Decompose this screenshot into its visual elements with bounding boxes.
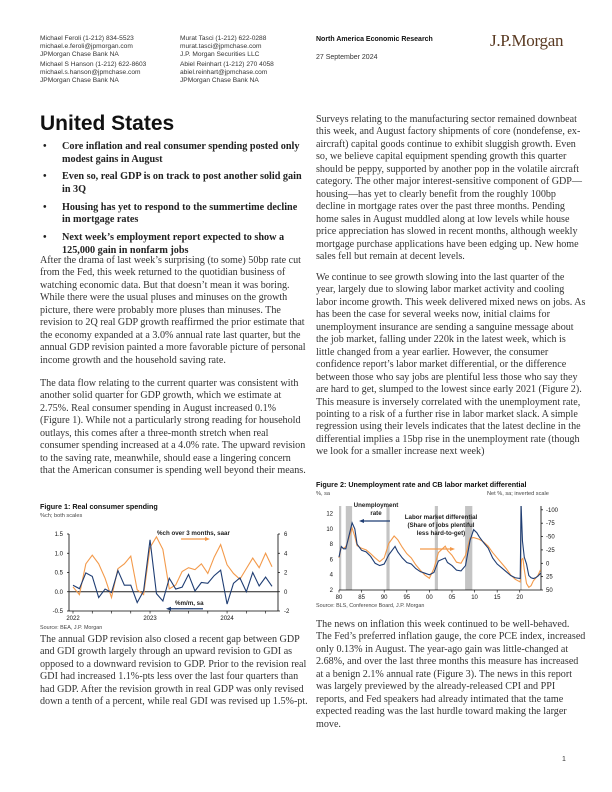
body-paragraph: The data flow relating to the current quarter was consistent with another solid quarter for GDP growth, which we estimate at 2.75%. Real consumer spending in August increased 0.1% (Figure 1). While not a particularly strong reading for household outlays, this comes after a three-month stretch when real consumer spending increased at a 4.0% rate. The upward revision to the saving rate, meanwhile, should ease a lingering concern that the American consumer is spending well beyond their means.	[40, 378, 306, 477]
y-left-tick-label: 1.0	[54, 551, 63, 558]
bullet-icon: •	[43, 141, 47, 152]
series-3m-saar-line	[73, 537, 272, 598]
figure-2-chart	[312, 498, 584, 602]
unemployment-label-line1: Unemployment	[353, 502, 399, 509]
x-tick-label: 2022	[66, 616, 80, 622]
contact-tasci	[180, 35, 266, 60]
figure-1-title: Figure 1: Real consumer spending	[40, 502, 158, 511]
y-left-tick-label: 0.5	[54, 570, 63, 577]
x-tick-label: 80	[335, 595, 343, 601]
report-date: 27 September 2024	[316, 54, 378, 61]
key-points-list	[40, 141, 308, 263]
y-right-tick-label: -25	[546, 547, 555, 554]
y-right-tick-label: 0	[546, 561, 550, 568]
y-left-tick-label: 4	[329, 572, 333, 579]
y-right-tick-label: -75	[546, 521, 555, 528]
x-tick-label: 15	[493, 595, 501, 601]
contact-entity: JPMorgan Chase Bank NA	[180, 77, 259, 85]
y-right-tick-label: -50	[546, 534, 555, 541]
body-paragraph: Surveys relating to the manufacturing sector remained downbeat this week, and August factory shipments of core (nondefense, ex-aircraft) capital goods continue to exhibit sluggish growth. Even so, we believe capital equipment spending growth this quarter should be peppy, supported by another pop in the volatile aircraft category. The other major interest-sensitive component of GDP—housing—has yet to clearly benefit from the roughly 100bp decline in mortgage rates over the past three months. Pending home sales in August muddled along at low levels while house price appreciation has slowed in recent months, although weekly mortgage purchase applications have been edging up. New home sales fell but remain at decent levels.	[316, 114, 583, 262]
contact-hanson	[40, 61, 146, 86]
page-title: United States	[40, 112, 175, 135]
x-tick-label: 20	[516, 595, 524, 601]
key-point-text: Core inflation and real consumer spending posted only modest gains in August	[62, 141, 300, 165]
y-right-tick-label: 50	[546, 588, 553, 594]
navy-arrow-head	[359, 519, 364, 523]
figure-2-subtitle-right: Net %, sa; inverted scale	[487, 491, 549, 497]
contact-email[interactable]: murat.tasci@jpmchase.com	[180, 43, 262, 51]
x-tick-label: 85	[358, 595, 365, 601]
contact-name-phone: Abiel Reinhart (1-212) 270 4058	[180, 61, 274, 68]
body-paragraph: We continue to see growth slowing into the last quarter of the year, largely due to slowing labor market activity and cooling labor income growth. This week delivered mixed news on jobs. As has been the case for several weeks now, initial claims for unemployment insurance are sending a sanguine message about the job market, falling under 220k in the latest week, which is little changed from a year earlier. However, the consumer confidence report’s labor market differential, or the difference between those who say jobs are plentiful less those who say they are hard to get, slumped to the lowest since early 2021 (Figure 2). This measure is inversely correlated with the unemployment rate, pointing to a risk of a further rise in labor market slack. A simple regression using their levels indicates that the latest decline in the differential implies a 15bp rise in the unemployment rate (though we look for a smaller increase next week)	[316, 272, 586, 458]
unemployment-label-line2: rate	[370, 510, 382, 517]
bullet-icon: •	[43, 171, 47, 183]
figure-1-plot	[53, 530, 290, 622]
y-right-tick-label: 4	[284, 551, 288, 558]
report-series-title: North America Economic Research	[316, 36, 433, 43]
y-right-tick-label: 25	[546, 574, 553, 581]
body-paragraph: The news on inflation this week continued to be well-behaved. The Fed’s preferred inflation gauge, the core PCE index, increased only 0.13% in August. The year-ago gain was little-changed at 2.68%, and over the last three months this measure has increased at a benign 2.1% annual rate (Figure 3). The news in this report was largely previewed by the already-released CPI and PPI reports, and Fed speakers had already intimated that the tame expected reading was the last hurdle toward making the larger move.	[316, 619, 586, 730]
x-tick-label: 10	[471, 595, 478, 601]
orange-arrow-head	[205, 537, 210, 541]
y-right-tick-label: -2	[284, 609, 290, 615]
orange-arrow-head	[450, 547, 455, 551]
contact-name-phone: Michael Feroli (1-212) 834-5523	[40, 35, 134, 42]
figure-2-subtitle-left: %, sa	[316, 491, 330, 497]
contact-email[interactable]: abiel.reinhart@jpmchase.com	[180, 69, 268, 77]
y-left-tick-label: 1.5	[54, 532, 63, 538]
recession-band	[346, 506, 352, 590]
series-mm-label: %m/m, sa	[175, 599, 204, 607]
y-left-tick-label: 8	[329, 542, 333, 549]
key-point-text: Even so, real GDP is on track to post another solid gain in 3Q	[62, 171, 302, 195]
x-tick-label: 90	[380, 595, 388, 601]
y-left-tick-label: 0.0	[54, 589, 63, 596]
key-point-text: Housing has yet to respond to the summertime decline in mortgage rates	[62, 201, 298, 226]
contact-reinhart	[180, 61, 274, 86]
y-right-tick-label: 0	[284, 589, 288, 596]
y-right-tick-label: -100	[546, 507, 559, 514]
y-left-tick-label: 6	[329, 557, 333, 564]
contact-name-phone: Michael S Hanson (1-212) 622-8603	[40, 61, 147, 68]
key-point	[40, 171, 308, 196]
key-point-text: Next week’s employment report expected to show a 125,000 gain in nonfarm jobs	[62, 232, 285, 256]
x-tick-label: 2023	[143, 616, 157, 622]
x-tick-label: 00	[426, 595, 433, 601]
contact-name-phone: Murat Tasci (1-212) 622-0288	[180, 35, 267, 42]
y-left-tick-label: 10	[326, 526, 333, 533]
y-left-tick-label: 12	[326, 511, 333, 518]
differential-label-line3: less hard-to-get)	[416, 530, 466, 537]
contact-entity: JPMorgan Chase Bank NA	[40, 77, 119, 85]
x-tick-label: 05	[448, 595, 456, 601]
y-left-tick-label: 2	[329, 588, 333, 594]
differential-label-line1: Labor market differential	[404, 514, 478, 521]
contact-email[interactable]: michael.s.hanson@jpmchase.com	[40, 69, 141, 77]
key-point	[40, 202, 308, 227]
jpmorgan-logo: J.P.Morgan	[490, 31, 564, 50]
figure-2-title: Figure 2: Unemployment rate and CB labor market differential	[316, 480, 527, 489]
bullet-icon: •	[43, 201, 47, 213]
contact-feroli	[40, 35, 134, 60]
body-paragraph: After the drama of last week’s surprising (to some) 50bp rate cut from the Fed, this week returned to the quotidian business of watching economic data. But that doesn’t mean it was boring. While there were the usual pluses and minuses on the growth picture, there were probably more pluses than minuses. The revision to 2Q real GDP growth reaffirmed the prior estimate that the economy expanded at a 3.0% annual rate last quarter, but the annual GDP revision painted a more favorable picture of personal income growth and the household saving rate.	[40, 255, 306, 366]
figure-1-source: Source: BEA, J.P. Morgan	[40, 625, 103, 631]
bullet-icon: •	[43, 232, 47, 244]
y-right-tick-label: 2	[284, 570, 288, 577]
y-right-tick-label: 6	[284, 532, 288, 538]
body-paragraph: The annual GDP revision also closed a recent gap between GDP and GDI growth largely through an upward revision to GDI as opposed to a downward revision to GDP. Prior to the revision real GDI had increased 1.1%-pts less over the last four quarters than had GDP. After the revision growth in real GDP was only revised down a tenth of a percent, while real GDI was revised up 1.5%-pt.	[40, 634, 308, 708]
figure-2-source: Source: BLS, Conference Board, J.P. Morgan	[316, 603, 425, 609]
y-left-tick-label: -0.5	[52, 609, 63, 615]
x-tick-label: 95	[403, 595, 411, 601]
navy-arrow-head	[166, 607, 171, 611]
contact-entity: J.P. Morgan Securities LLC	[180, 51, 260, 59]
page-number: 1	[562, 756, 566, 763]
series-3m-saar-label: %ch over 3 months, saar	[157, 530, 230, 537]
key-point	[40, 232, 308, 257]
key-point	[40, 141, 308, 166]
figure-1-chart	[35, 520, 305, 626]
contact-entity: JPMorgan Chase Bank NA	[40, 51, 119, 59]
x-tick-label: 2024	[220, 616, 234, 622]
contact-email[interactable]: michael.e.feroli@jpmorgan.com	[40, 43, 133, 51]
differential-label-line2: (Share of jobs plentiful	[407, 522, 475, 529]
figure-1-subtitle: %ch; both scales	[40, 513, 83, 519]
